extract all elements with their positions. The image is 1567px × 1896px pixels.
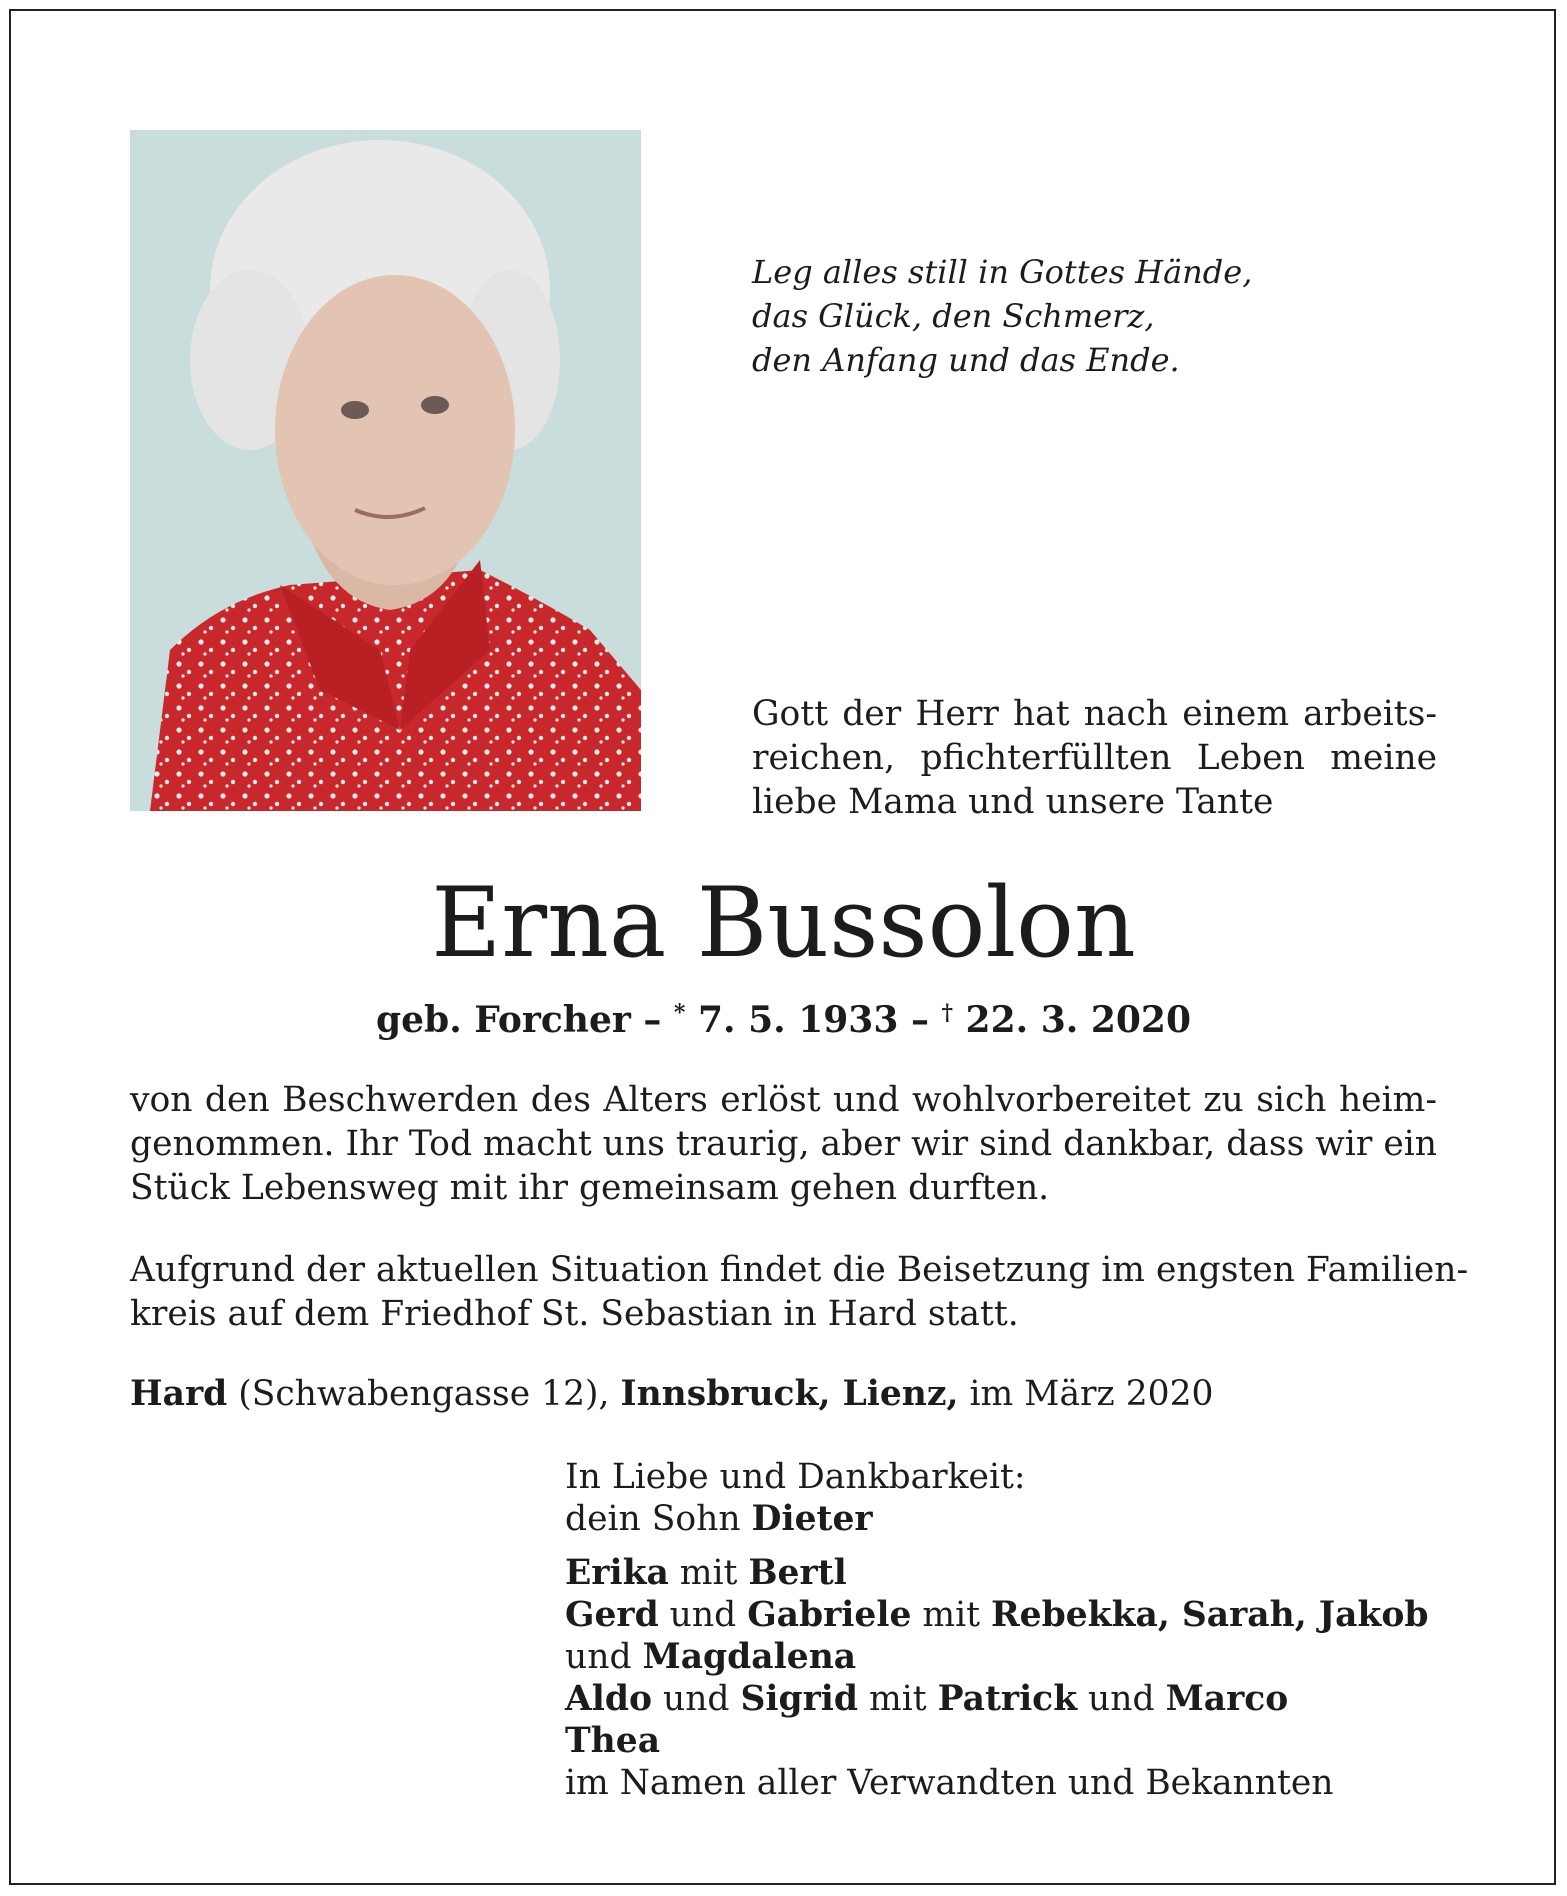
intro-text: [752, 692, 1437, 824]
signature-line: [565, 1498, 1428, 1540]
text: dein Sohn: [565, 1499, 752, 1539]
name: Bertl: [748, 1553, 847, 1593]
verse-line: den Anfang und das Ende.: [752, 341, 1180, 379]
death-date: 22. 3. 2020: [953, 999, 1192, 1041]
name: Aldo: [565, 1679, 653, 1719]
portrait-photo: [130, 130, 641, 811]
name: Patrick: [937, 1679, 1078, 1719]
place-cities: Innsbruck, Lienz,: [620, 1374, 959, 1414]
paragraph-line: kreis auf dem Friedhof St. Sebastian in Hard statt.: [130, 1294, 1019, 1334]
signature-line: [565, 1594, 1428, 1636]
separator: –: [630, 999, 674, 1041]
text: und: [1077, 1679, 1166, 1719]
birth-star-icon: *: [673, 1000, 686, 1026]
spacer: [565, 1540, 1428, 1552]
intro-line: liebe Mama und unsere Tante: [752, 782, 1274, 822]
text: und: [565, 1637, 643, 1677]
birth-date: 7. 5. 1933: [685, 999, 899, 1041]
verse-line: Leg alles still in Gottes Hände,: [752, 253, 1253, 291]
paragraph-main: [130, 1078, 1437, 1210]
place-date-line: [130, 1372, 1214, 1416]
signature-line: [565, 1636, 1428, 1678]
signature-closing: im Namen aller Verwandten und Bekannten: [565, 1763, 1334, 1803]
signature-line: [565, 1552, 1428, 1594]
text: mit: [858, 1679, 938, 1719]
name: Dieter: [751, 1499, 873, 1539]
name: Marco: [1165, 1679, 1289, 1719]
separator: –: [898, 999, 942, 1041]
name: Gabriele: [747, 1595, 912, 1635]
intro-line: reichen, pfichterfüllten Leben meine: [752, 738, 1437, 778]
verse-line: das Glück, den Schmerz,: [752, 297, 1155, 335]
deceased-name: Erna Bussolon: [431, 867, 1136, 979]
name: Sigrid: [740, 1679, 859, 1719]
name: Rebekka, Sarah, Jakob: [990, 1595, 1429, 1635]
signatures: [565, 1456, 1428, 1804]
paragraph-burial: [130, 1248, 1469, 1336]
text: mit: [911, 1595, 991, 1635]
text: und: [658, 1595, 748, 1635]
paragraph-line: von den Beschwerden des Alters erlöst und wohlvorbereitet zu sich heim-: [130, 1080, 1437, 1120]
signature-line: [565, 1720, 1428, 1762]
name: Thea: [565, 1721, 661, 1761]
name: Erika: [565, 1553, 669, 1593]
name: Magdalena: [642, 1637, 857, 1677]
death-cross-icon: †: [941, 1000, 953, 1026]
birth-death-line: [0, 990, 1567, 1043]
portrait-illustration: [130, 130, 641, 811]
paragraph-line: Aufgrund der aktuellen Situation findet die Beisetzung im engsten Familien-: [130, 1250, 1469, 1290]
intro-line: Gott der Herr hat nach einem arbeits-: [752, 694, 1437, 734]
signature-opening: In Liebe und Dankbarkeit:: [565, 1457, 1026, 1497]
date: im März 2020: [958, 1374, 1214, 1414]
paragraph-line: genommen. Ihr Tod macht uns traurig, aber wir sind dankbar, dass wir ein: [130, 1124, 1437, 1164]
place-hard: Hard: [130, 1374, 228, 1414]
maiden-name: geb. Forcher: [375, 999, 631, 1041]
text: und: [652, 1679, 741, 1719]
name: Gerd: [565, 1595, 659, 1635]
text: mit: [668, 1553, 749, 1593]
address: (Schwabengasse 12),: [227, 1374, 621, 1414]
signature-line: [565, 1678, 1428, 1720]
verse: [752, 250, 1252, 382]
paragraph-line: Stück Lebensweg mit ihr gemeinsam gehen durften.: [130, 1168, 1050, 1208]
